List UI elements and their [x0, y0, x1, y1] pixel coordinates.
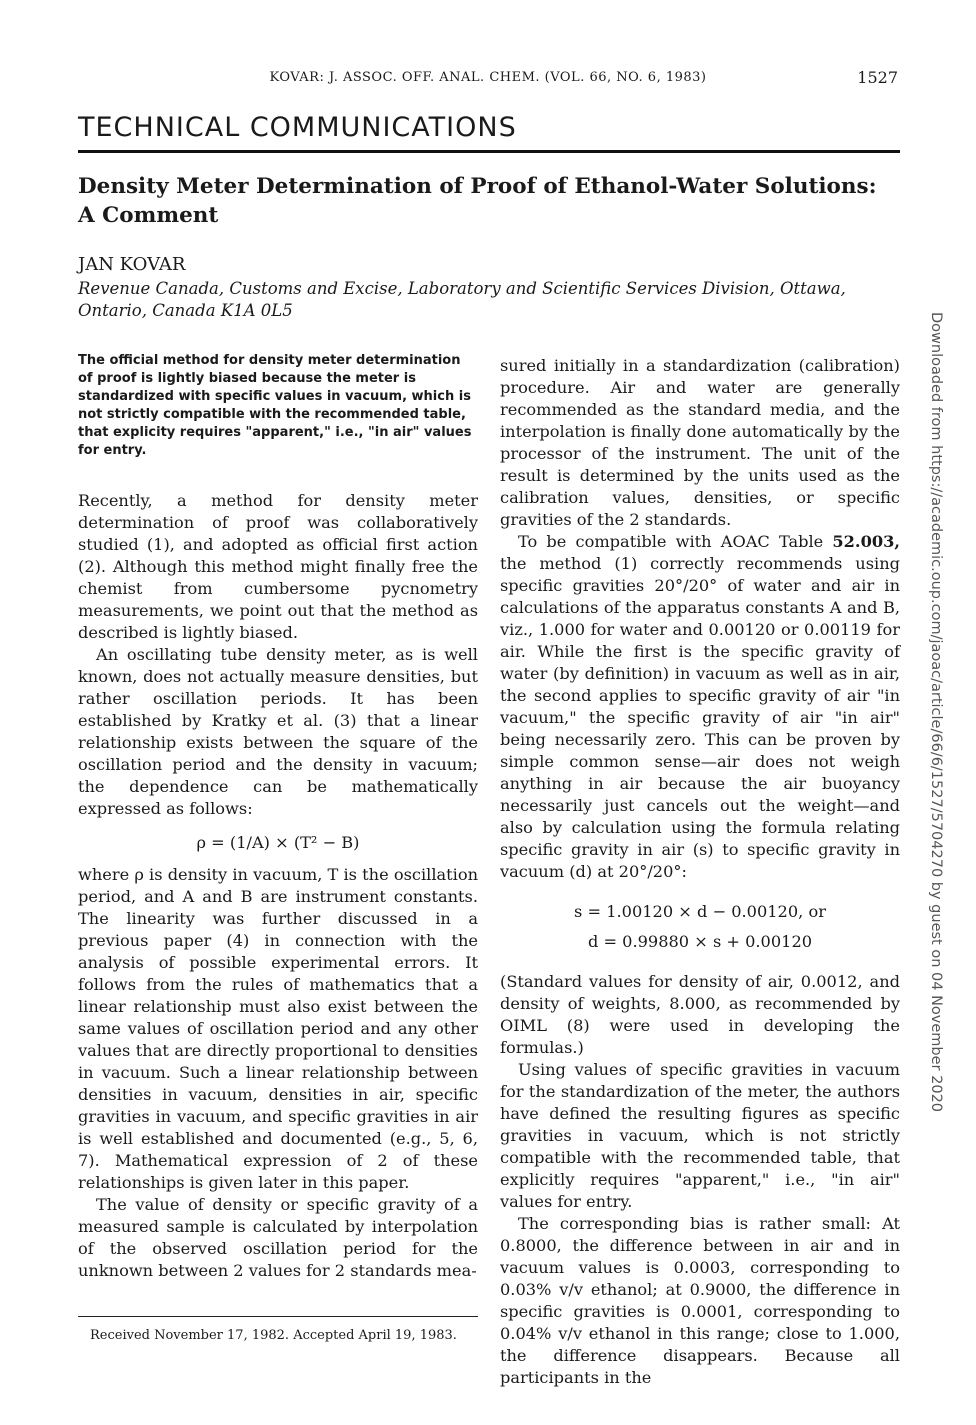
abstract: The official method for density meter determination of proof is lightly biased because the meter is standardized with specific values in vacuum, which is not strictly compatible with the recommended table, that explicity requires "apparent," i.e., "in air" values for entry. [78, 353, 472, 458]
body-paragraph: The value of density or specific gravity of a measured sample is calculated by interpolation of the observed oscillation period for the unknown between 2 values for 2 standards mea- [78, 1195, 478, 1280]
table-reference: 52.003, [832, 532, 900, 551]
watermark-text: Downloaded from https://academic.oup.com/jaoac/article/66/6/1527/5704270 by guest on 04 November 2020 [928, 312, 944, 1113]
download-watermark [918, 312, 954, 1122]
text-run: the method (1) correctly recommends using specific gravities 20°/20° of water and air in calculations of the apparatus constants A and B, viz., 1.000 for water and 0.00120 or 0.00119 for air. While the first is the specific gravity of water (by definition) in vacuum as well as in air, the second applies to specific gravity of air "in vacuum," the specific gravity of air "in air" being necessarily zero. This can be proven by simple common sense—air does not weigh anything in air because the air buoyancy necessarily just cancels out the weight—and also by calculation using the formula relating specific gravity in air (s) to specific gravity in vacuum (d) at 20°/20°: [500, 554, 900, 881]
heading-rule [78, 150, 900, 153]
left-column [78, 352, 478, 1282]
body-paragraph: (Standard values for density of air, 0.0012, and density of weights, 8.000, as recommended by OIML (8) were used in developing the formulas.) [500, 972, 900, 1057]
body-paragraph: An oscillating tube density meter, as is well known, does not actually measure densities, but rather oscillation periods. It has been established by Kratky et al. (3) that a linear relationship exists between the square of the oscillation period and the density in vacuum; the dependence can be mathematically expressed as follows: [78, 645, 478, 818]
body-paragraph: The corresponding bias is rather small: At 0.8000, the difference between in air and in vacuum values is 0.0003, corresponding to 0.03% v/v ethanol; at 0.9000, the difference in specific gravities is 0.0001, corresponding to 0.04% v/v ethanol in this range; close to 1.000, the difference disappears. Because all participants in the [500, 1214, 900, 1387]
received-footnote: Received November 17, 1982. Accepted April 19, 1983. [90, 1328, 457, 1343]
body-paragraph: sured initially in a standardization (calibration) procedure. Air and water are generally recommended as the standard media, and the interpolation is finally done automatically by the processor of the instrument. The unit of the result is determined by the units used as the calibration values, densities, or specific gravities of the 2 standards. [500, 356, 900, 529]
equation-block [500, 897, 900, 957]
body-paragraph: Using values of specific gravities in vacuum for the standardization of the meter, the authors have defined the resulting figures as specific gravities in vacuum, which is not strictly compatible with the recommended table, that explicitly requires "apparent," i.e., "in air" values for entry. [500, 1060, 900, 1211]
body-paragraph: Recently, a method for density meter determination of proof was collaboratively studied (1), and adopted as official first action (2). Although this method might finally free the chemist from cumbersome pycnometry measurements, we point out that the method as described is lightly biased. [78, 491, 478, 642]
equation-d: d = 0.99880 × s + 0.00120 [587, 932, 813, 951]
author-affiliation: Revenue Canada, Customs and Excise, Laboratory and Scientific Services Division, Ottawa, Ontario, Canada K1A 0L5 [78, 279, 846, 320]
article-title: Density Meter Determination of Proof of Ethanol-Water Solutions: A Comment [78, 174, 877, 228]
equation-s: s = 1.00120 × d − 0.00120, or [574, 902, 826, 921]
body-paragraph: where ρ is density in vacuum, T is the oscillation period, and A and B are instrument constants. The linearity was further discussed in a previous paper (4) in connection with the analysis of possible experimental errors. It follows from the rules of mathematics that a linear relationship must also exist between the same values of oscillation period and any other values that are directly proportional to densities in vacuum. Such a linear relationship between densities in vacuum, densities in air, specific gravities in vacuum, and specific gravities in air is well established and documented (e.g., 5, 6, 7). Mathematical expression of 2 of these relationships is given later in this paper. [78, 865, 478, 1192]
right-column [500, 355, 900, 1389]
author-name: JAN KOVAR [78, 254, 186, 275]
body-paragraph-table-ref [500, 531, 900, 883]
page-number: 1527 [857, 68, 898, 87]
equation-density: ρ = (1/A) × (T² − B) [196, 833, 360, 852]
footnote-rule [78, 1316, 478, 1317]
text-run: To be compatible with AOAC Table [518, 532, 833, 551]
section-heading: TECHNICAL COMMUNICATIONS [78, 112, 517, 143]
running-head: KOVAR: J. ASSOC. OFF. ANAL. CHEM. (VOL. 66, NO. 6, 1983) [269, 70, 707, 85]
